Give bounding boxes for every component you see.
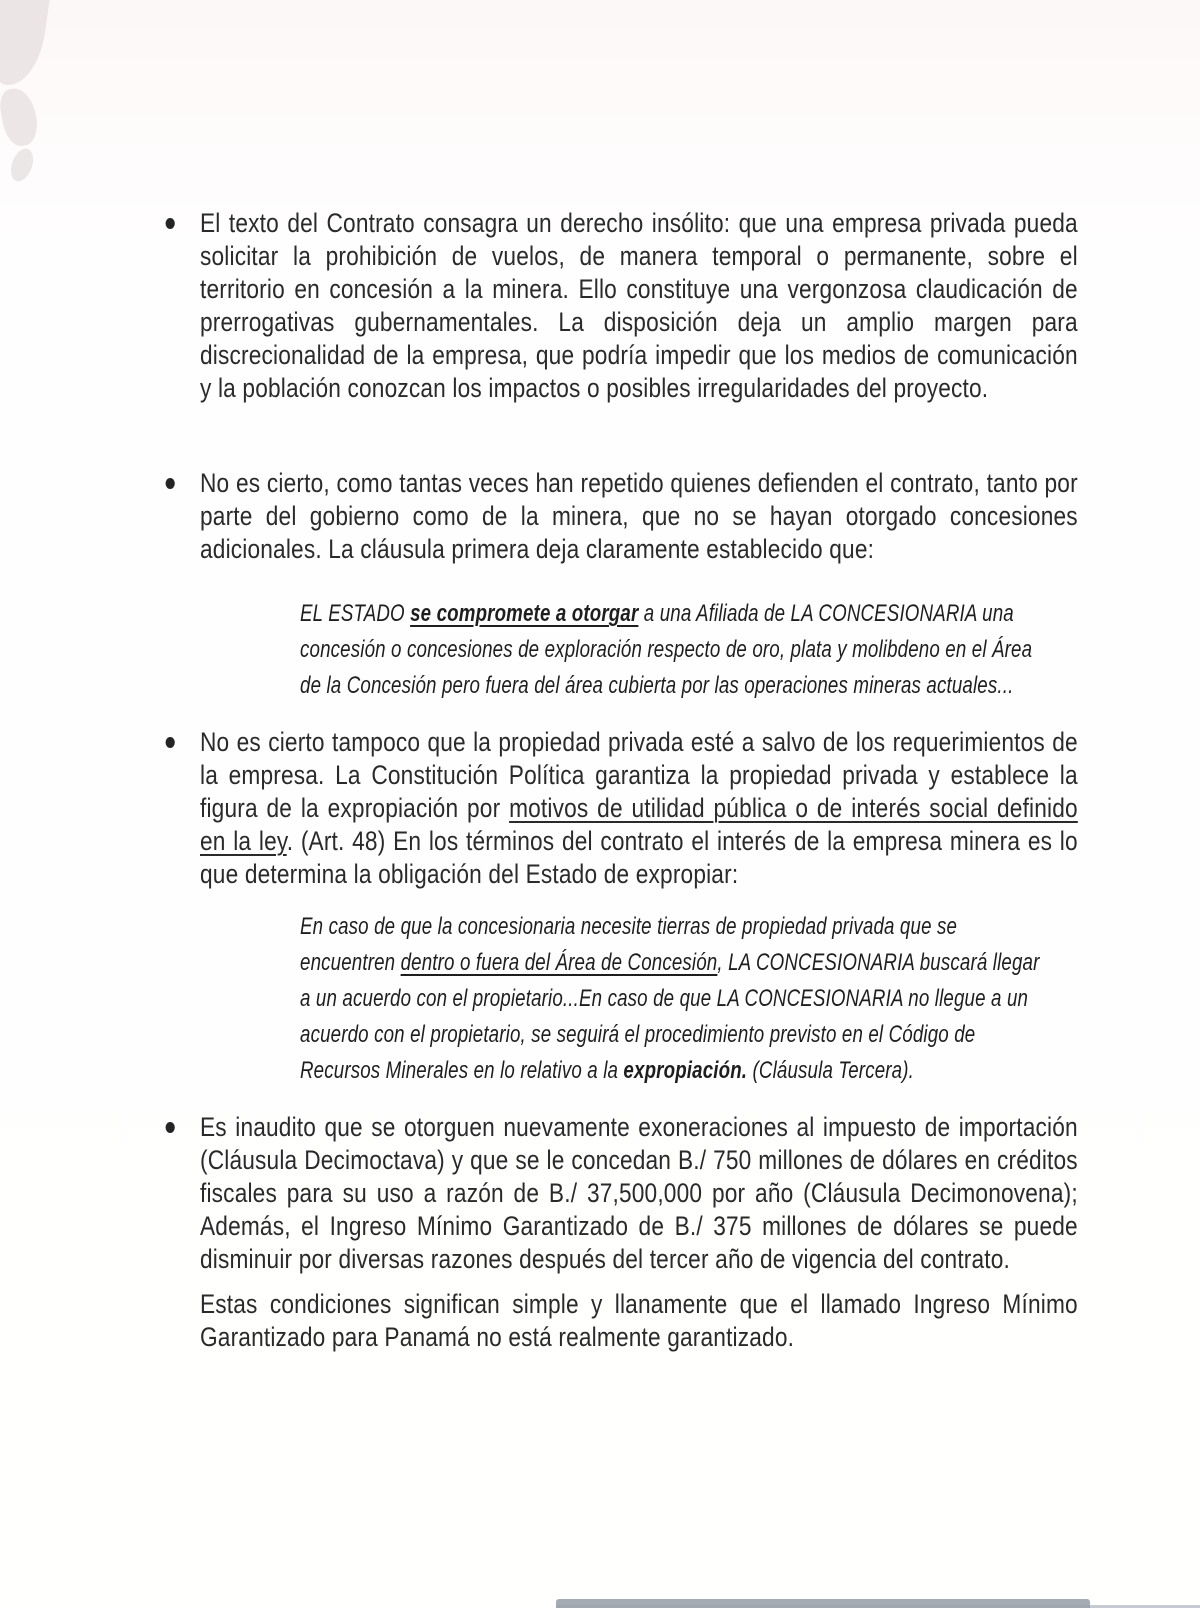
quote-text (300, 909, 1055, 1089)
quote-emphasis-bold: expropiación. (623, 1057, 748, 1084)
bullet-item-additional-concessions (200, 467, 1078, 566)
bullet-marker-icon (166, 1122, 175, 1133)
bullet-item-private-property (200, 726, 1078, 891)
bullet-item-tax-exonerations (200, 1111, 1078, 1276)
bullet-text: El texto del Contrato consagra un derecho insólito: que una empresa privada pueda solicitar la prohibición de vuelos, de manera temporal o permanente, sobre el territorio en concesión a la minera. Ello constituye una vergonzosa claudicación de prerrogativas gubernamentales. La disposición deja un amplio margen para discrecionalidad de la empresa, que podría impedir que los medios de comunicación y la población conozcan los impactos o posibles irregularidades del proyecto. (200, 208, 1078, 403)
quote-lead: En caso de que la concesionaria necesite tierras de propiedad privada que se encuentren (300, 913, 958, 976)
quote-underlined: dentro o fuera del Área de Concesión (400, 949, 718, 976)
quote-middle: , LA CONCESIONARIA buscará llegar a un acuerdo con el propietario...En caso de que LA CONCESIONARIA no llegue a un acuerdo con el propietario, se seguirá el procedimiento previsto en el Código de Recursos Minerales en lo relativo a la (300, 949, 1040, 1084)
quote-trail: (Cláusula Tercera). (747, 1057, 914, 1084)
quote-rest: a una Afiliada de LA CONCESIONARIA una concesión o concesiones de exploración respecto de oro, plata y molibdeno en el Área de la Concesión pero fuera del área cubierta por las operaciones mineras actuales... (300, 600, 1033, 699)
bullet-text-pre: No es cierto tampoco que la propiedad privada esté a salvo de los requerimientos de la empresa. La Constitución Política garantiza la propiedad privada y establece la figura de la expropiación por (200, 727, 1078, 823)
bullet-item-flight-prohibition (200, 207, 1078, 405)
bullet-text-post: . (Art. 48) En los términos del contrato el interés de la empresa minera es lo que determina la obligación del Estado de expropiar: (200, 826, 1078, 889)
quote-emphasis-underlined: se compromete a otorgar (410, 600, 639, 627)
scan-smudge-artifact (0, 0, 50, 89)
quote-lead: EL ESTADO (300, 600, 411, 627)
bullet-text (200, 726, 1078, 891)
bullet-text: Es inaudito que se otorguen nuevamente exoneraciones al impuesto de importación (Cláusula Decimoctava) y que se le concedan B./ 750 millones de dólares en créditos fiscales para su uso a razón de B./ 37,500,000 por año (Cláusula Decimonovena); Además, el Ingreso Mínimo Garantizado de B./ 375 millones de dólares se puede disminuir por diversas razones después del tercer año de vigencia del contrato. (200, 1112, 1078, 1274)
bullet-text: No es cierto, como tantas veces han repetido quienes defienden el contrato, tanto por parte del gobierno como de la minera, que no se hayan otorgado concesiones adicionales. La cláusula primera deja claramente establecido que: (200, 468, 1078, 564)
scan-smudge-artifact (7, 146, 37, 185)
bullet-marker-icon (166, 737, 175, 748)
quote-block-clausula-tercera (300, 909, 1055, 1089)
quote-text (300, 596, 1055, 704)
quote-block-clausula-primera (300, 596, 1055, 704)
closing-paragraph: Estas condiciones significan simple y llanamente que el llamado Ingreso Mínimo Garantizado para Panamá no está realmente garantizado. (200, 1289, 1078, 1352)
bullet-text-underlined: motivos de utilidad pública o de interés social definido en la ley (200, 793, 1078, 856)
bullet-marker-icon (166, 218, 175, 229)
scan-bar-artifact (556, 1599, 1090, 1608)
bullet-marker-icon (166, 478, 175, 489)
document-content (200, 207, 1200, 1354)
scan-smudge-artifact (0, 85, 41, 148)
